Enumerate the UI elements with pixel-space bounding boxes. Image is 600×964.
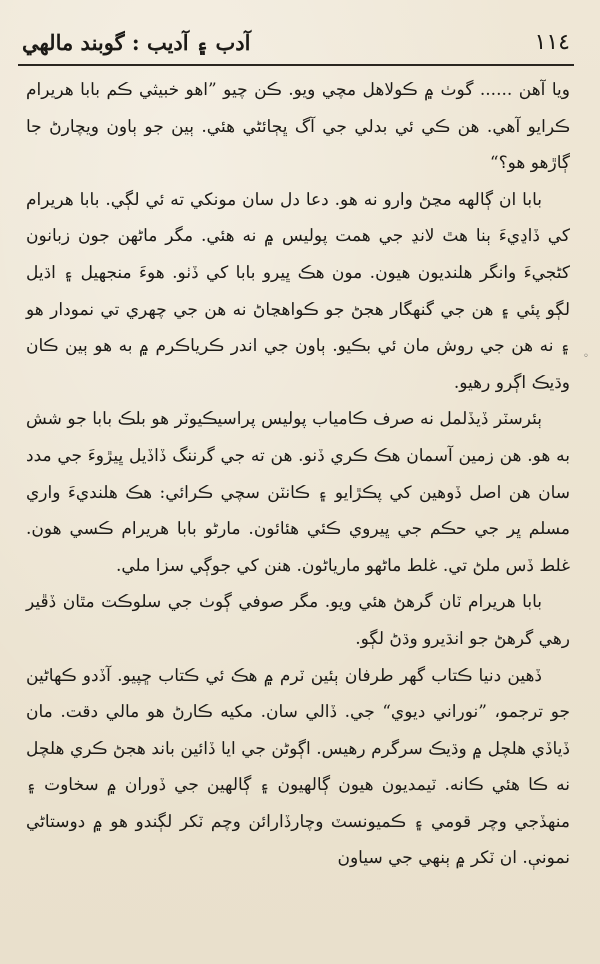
paragraph: ٻئرسٽر ڏيڏلمل نه صرف ڪامياب پوليس پراسيڪيوٽر هو بلڪ بابا جو شش به هو. هن زمين آسمان هڪ ڪري ڏنو. هن ته جي گرننگ ڏاڏيل ڀيڙوءَ جي مدد سان هن اصل ڏوهين کي پڪڙايو ۽ ڪانٽن سچي ڪرائي: هڪ هلنديءَ واري مسلم ڀر جي حڪم جي ڀيروي ڪئي هئائون. مارڻو بابا هريرام ڪسي هون. غلط ڏس ملڻ تي. غلط ماڻهو مارياڻون. هنن کي جوڳي سزا ملي.	[26, 409, 570, 576]
paragraph: ويا آهن ...... گوٺ ۾ ڪولاهل مچي ويو. ڪن چيو ”اهو خبيثي ڪم بابا هريرام ڪرايو آهي. هن ڪي ئي بدلي جي آگ ڀڄائڻي هئي. ٻين جو ٻاون ويچارڻ جا ڳاڙهو هو؟“	[26, 80, 570, 174]
running-head: آدب ۽ آديب : گوبند مالهي	[22, 29, 251, 55]
page-number: ١١٤	[534, 29, 570, 55]
header-rule	[18, 64, 574, 66]
page-header	[22, 22, 570, 62]
margin-mark: ◦	[583, 351, 589, 362]
paragraph: بابا ان ڳالهه مڃڻ وارو نه هو. دعا دل سان مونکي ته ئي لڳي. بابا هريرام کي ڏاڍيءَ ٻنا هٿ لانڍ جي همت پوليس ۾ نه هئي. مگر ماڻهن جون زبانون کڻجيءَ وانگر هلنديون هيون. مون هڪ ڀيرو بابا کي ڏٺو. هوءَ منجهيل ۽ اڌيل لڳو پئي ۽ هن جي گنهگار هجڻ جو ڪواهڃاڻ نه هن جي چهري تي نمودار هو ۽ نه هن جي روش مان ئي بڪيو. ٻاون جي اندر ڪرياڪرم ۾ به هو ٻين ڪان وڌيڪ اڳرو رهيو.	[26, 189, 570, 393]
body-text	[26, 72, 570, 877]
paragraph: بابا هريرام ٽان گرهڻ هئي ويو. مگر صوفي ڳوٺ جي سلوڪت مٿان ڏڦير رهي گرهڻ جو انڌيرو وڌڻ لڳو.	[26, 592, 570, 649]
paragraph: ڏهين دنيا ڪتاب گهر طرفان ٻئين ٽرم ۾ هڪ ئي ڪتاب ڇپيو. آڏدو ڪهاڻين جو ترجمو، ”نوراني ديوي“ جي. ڏالي سان. مکيه ڪارڻ هو مالي دقت. مان ڏياڏي هلچل ۾ وڌيڪ سرگرم رهيس. اڳوڻن جي ايا ڏائين باند هجڻ ڪري هلچل نه ڪا هئي ڪانه. ٽيمديون هيون ڳالهيون ۽ ڳالهين جي ڏوران ۾ سخاوت ۽ منهڏجي وچر قومي ۽ ڪميونسٽ وچارڏارائن وچم ٽکر لڳندو هو ۾ دوستاڻي نمونې. ان ٽکر ۾ ٻنهي جي سياون	[26, 665, 570, 869]
